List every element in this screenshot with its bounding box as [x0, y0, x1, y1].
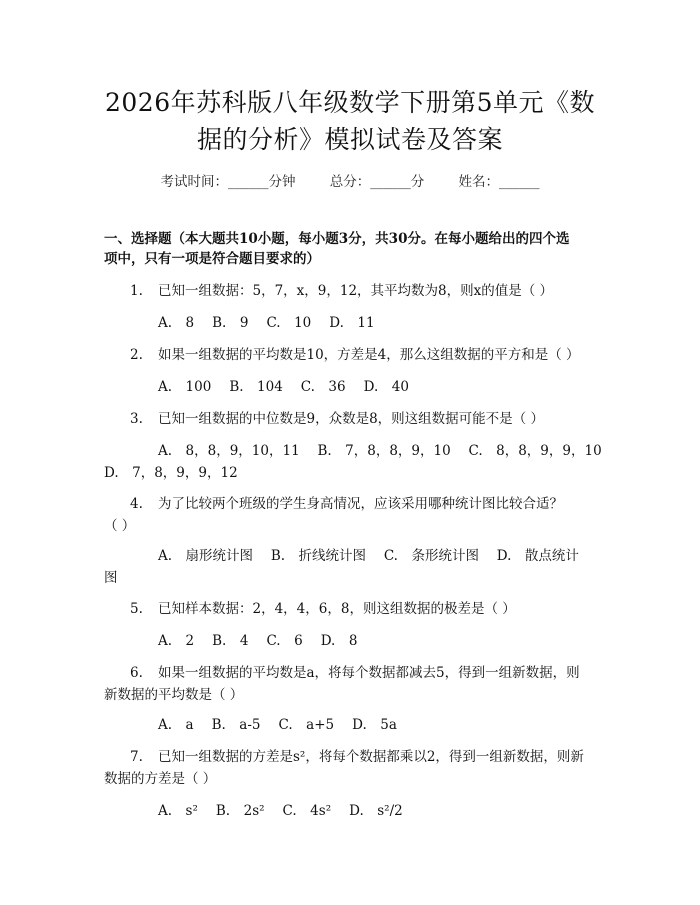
question-6	[130, 663, 580, 683]
option-d: D. s²/2	[349, 803, 403, 819]
option-b: B. 2s²	[215, 803, 265, 819]
question-number: 6.	[130, 665, 143, 681]
question-1	[130, 281, 553, 301]
exam-time: 考试时间：______分钟	[160, 174, 296, 190]
question-text: 已知一组数据的方差是s²，将每个数据都乘以2，得到一组新数据，则新	[158, 749, 584, 765]
question-text: 如果一组数据的平均数是a，将每个数据都减去5，得到一组新数据，则	[158, 665, 580, 681]
option-a: A. 100	[158, 379, 212, 395]
option-a: A. s²	[158, 803, 198, 819]
question-7	[130, 747, 584, 767]
option-c: C. a+5	[278, 717, 335, 733]
question-text: 如果一组数据的平均数是10，方差是4，那么这组数据的平方和是（ ）	[158, 347, 580, 363]
option-a: A. a	[158, 717, 194, 733]
option-b: B. 104	[229, 379, 283, 395]
question-text: 已知一组数据：5，7，x，9，12，其平均数为8，则x的值是（ ）	[158, 283, 554, 299]
question-7-continuation: 数据的方差是（ ）	[104, 771, 217, 787]
option-c: C. 6	[266, 633, 303, 649]
question-2	[130, 345, 580, 365]
question-number: 4.	[130, 496, 143, 512]
page-title	[90, 84, 610, 158]
question-1-options	[158, 313, 393, 333]
section-heading-line-1: 一、选择题（本大题共10小题，每小题3分，共30分。在每小题给出的四个选	[104, 231, 570, 247]
option-b: B. 4	[212, 633, 249, 649]
question-4-options-line-1: A. 扇形统计图 B. 折线统计图 C. 条形统计图 D. 散点统计	[158, 548, 579, 564]
question-text: 已知一组数据的中位数是9，众数是8，则这组数据可能不是（ ）	[158, 411, 544, 427]
question-3-options-line-2: D. 7，8，9，9，12	[104, 465, 238, 481]
question-text: 为了比较两个班级的学生身高情况，应该采用哪种统计图比较合适？	[158, 496, 563, 512]
question-number: 3.	[130, 411, 143, 427]
section-heading	[104, 229, 604, 269]
question-6-options	[158, 715, 415, 735]
section-heading-line-2: 项中，只有一项是符合题目要求的）	[104, 251, 320, 267]
option-d: D. 40	[363, 379, 409, 395]
question-number: 2.	[130, 347, 143, 363]
question-5	[130, 599, 516, 619]
option-c: C. 4s²	[282, 803, 332, 819]
question-3-options-line-1: A. 8，8，9，10，11 B. 7，8，8，9，10 C. 8，8，9，9，10	[158, 443, 602, 459]
question-5-options	[158, 631, 375, 651]
option-c: C. 10	[266, 315, 312, 331]
exam-meta	[0, 170, 700, 190]
option-b: B. a-5	[211, 717, 261, 733]
title-line-2: 据的分析》模拟试卷及答案	[196, 125, 503, 154]
student-name: 姓名：______	[458, 174, 540, 190]
question-6-continuation: 新数据的平均数是（ ）	[104, 687, 244, 703]
option-c: C. 36	[300, 379, 346, 395]
question-text: 已知样本数据：2，4，4，6，8，则这组数据的极差是（ ）	[158, 601, 516, 617]
question-number: 1.	[130, 283, 143, 299]
question-number: 5.	[130, 601, 143, 617]
option-d: D. 5a	[352, 717, 397, 733]
option-b: B. 9	[212, 315, 249, 331]
option-d: D. 8	[320, 633, 358, 649]
exam-score: 总分：______分	[329, 174, 425, 190]
option-a: A. 8	[158, 315, 195, 331]
question-4-continuation: （ ）	[104, 518, 136, 534]
question-4	[130, 494, 563, 514]
question-4-options-line-2: 图	[104, 570, 118, 586]
question-7-options	[158, 801, 421, 821]
option-d: D. 11	[329, 315, 375, 331]
question-3	[130, 409, 544, 429]
question-number: 7.	[130, 749, 143, 765]
question-2-options	[158, 377, 427, 397]
option-a: A. 2	[158, 633, 195, 649]
title-line-1: 2026年苏科版八年级数学下册第5单元《数	[104, 88, 596, 117]
